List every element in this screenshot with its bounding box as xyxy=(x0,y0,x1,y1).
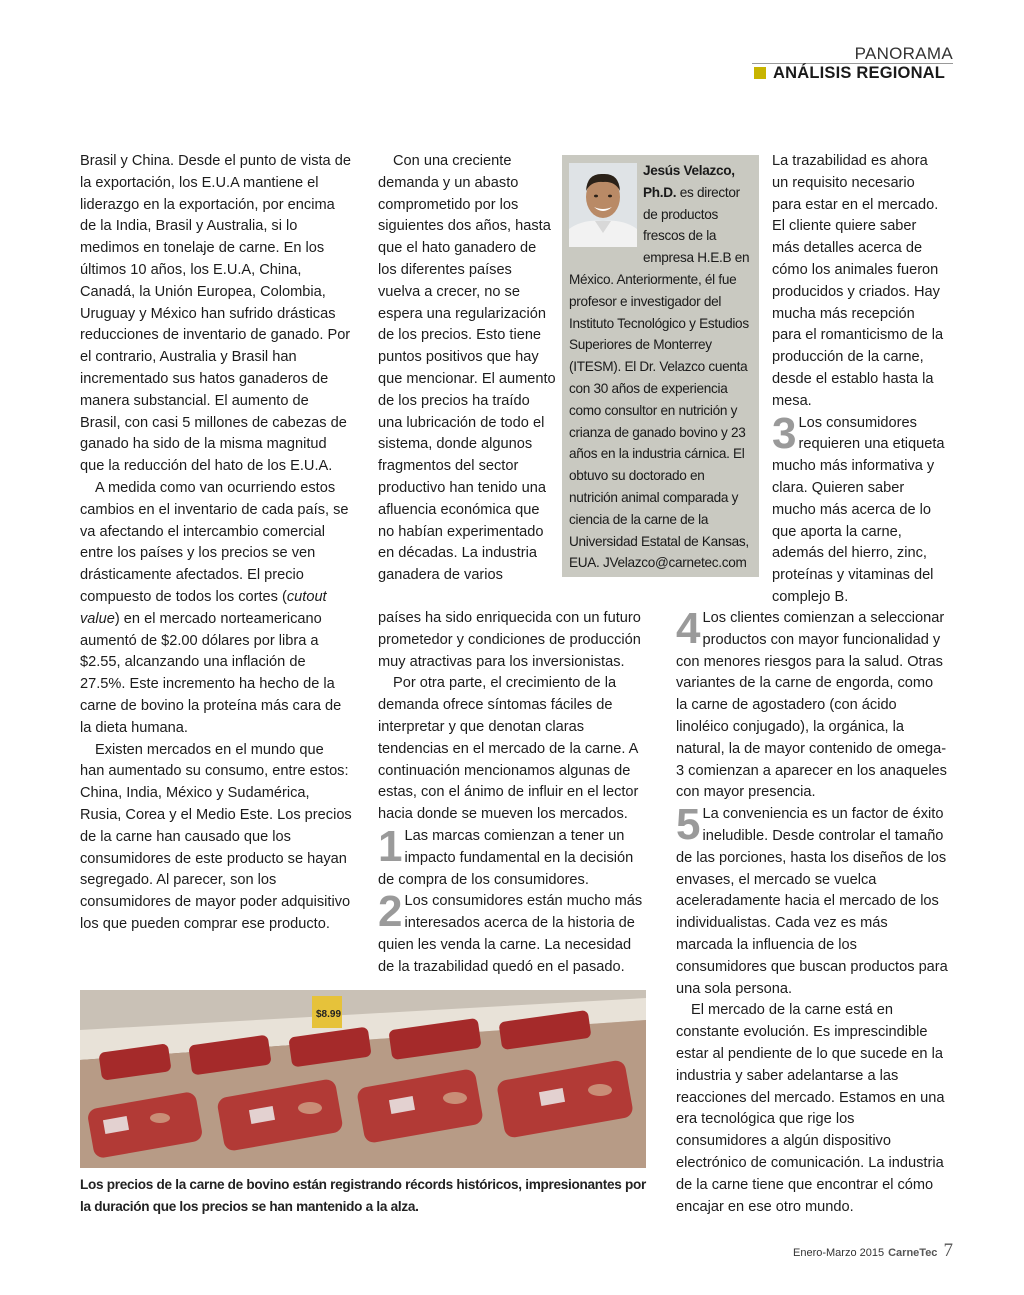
list-item: 5 La conveniencia es un factor de éxito ineludible. Desde controlar el tamaño de las porciones, hasta los diseños de los envases, el mercado se vuelca aceleradamente hacia el mercado de los individualistas. Cada vez es más marcada la influencia de los consumidores que buscan productos para una sola persona. xyxy=(676,800,948,997)
paragraph: Por otra parte, el crecimiento de la demanda ofrece síntomas fáciles de interpretar y que denotan claras tendencias en el mercado de la carne. A continuación mencionamos algunas de estas, con el ánimo de influir en el lector hacia donde se mueven los mercados. xyxy=(378,675,639,823)
list-item: 3 Los consumidores requieren una etiqueta mucho más informativa y clara. Quieren saber mucho más acerca de lo que aporta la carne, además del hierro, zinc, proteínas y vitaminas del complejo B. xyxy=(772,408,945,605)
author-bio-box xyxy=(562,155,759,577)
author-name: Jesús Velazco, Ph.D. xyxy=(643,163,735,200)
price-tag: $8.99 xyxy=(316,1009,342,1020)
item-number: 2 xyxy=(378,887,403,937)
photo-caption: Los precios de la carne de bovino están registrando récords históricos, impresionantes por la duración que los precios se han mantenido a la alza. xyxy=(80,1177,647,1214)
paragraph: Con una creciente demanda y un abasto comprometido por los siguientes dos años, hasta que el hato ganadero de los diferentes países vuelva a crecer, no se espera una regularización de los precios. Esto tiene puntos positivos que hay que mencionar. El aumento de los precios ha traído una lubricación de todo el sistema, donde algunos fragmentos del sector productivo han tenido una afluencia económica que no habían experimentado en décadas. La industria ganadera de varios xyxy=(378,153,556,584)
header-section: PANORAMA xyxy=(854,44,953,63)
paragraph: A medida como van ocurriendo estos cambios en el inventario de cada país, se va afectando el intercambio comercial entre los países y los precios se ven drásticamente afectados. El precio compuesto de todos los cortes (cutout value) en el mercado norteamericano aumentó de $2.00 dólares por libra a $2.55, alcanzando una inflación de 27.5%. Este incremento ha hecho de la carne de bovino la proteína más cara de la dieta humana. xyxy=(80,479,349,736)
list-item: 4 Los clientes comienzan a seleccionar productos con mayor funcionalidad y con menores riesgos para la salud. Otras variantes de la carne de engorda, como la carne de agostadero (con ácido linoléico conjugado), la orgánica, la natural, la de mayor contenido de omega-3 comienzan a aparecer en los anaqueles con mayor presencia. xyxy=(676,604,947,801)
paragraph: Brasil y China. Desde el punto de vista de la exportación, los E.U.A mantiene el liderazgo en la exportación, por encima de la India, Brasil y Australia, si lo medimos en tonelaje de carne. En los últimos 10 años, los E.U.A, China, Canadá, la Unión Europea, Colombia, Uruguay y México han sufrido drásticas reducciones de inventario de ganado. Por el contrario, Australia y Brasil han incrementado sus hatos ganaderos de manera substancial. El aumento de Brasil, con casi 5 millones de cabezas de ganado ha sido de la misma magnitud que la reducción del hato de los E.U.A. xyxy=(80,153,351,475)
paragraph: países ha sido enriquecida con un futuro prometedor y condiciones de producción muy atractivas para los inversionistas. xyxy=(378,610,641,670)
paragraph: El mercado de la carne está en constante evolución. Es imprescindible estar al pendiente de lo que sucede en la industria y saber adelantarse a las reacciones del mercado. Estamos en una era tecnológica que rige los consumidores a algún dispositivo electrónico de comunicación. La industria de la carne tiene que encontrar el cómo encajar en ese otro mundo. xyxy=(676,1002,945,1215)
emphasis: cutout value xyxy=(80,588,327,627)
column-4-bottom xyxy=(676,604,948,1218)
column-2-top xyxy=(378,151,558,587)
header-square-icon xyxy=(754,67,766,79)
list-item: 2 Los consumidores están mucho más interesados acerca de la historia de quien les venda la carne. La necesidad de la trazabilidad quedó en el pasado. xyxy=(378,887,643,975)
author-bio-text: es director de productos frescos de la empresa H.E.B en México. Anteriormente, él fue profesor e investigador del Instituto Tecnológico y Estudios Superiores de Monterrey (ITESM). El Dr. Velazco cuenta con 30 años de experiencia como consultor en nutrición y crianza de ganado bovino y 23 años en la industria cárnica. El obtuvo su doctorado en nutrición animal comparada y ciencia de la carne de la Universidad Estatal de Kansas, EUA. JVelazco@carnetec.com xyxy=(569,184,750,571)
magazine-name: CarneTec xyxy=(888,1247,938,1259)
item-number: 4 xyxy=(676,604,701,653)
column-2-bottom xyxy=(378,608,646,979)
author-portrait xyxy=(569,163,637,247)
list-item: 1 Las marcas comienzan a tener un impacto fundamental en la decisión de compra de los consumidores. xyxy=(378,821,634,888)
item-number: 5 xyxy=(676,800,701,850)
item-number: 1 xyxy=(378,821,403,871)
item-number: 3 xyxy=(772,408,797,458)
column-1 xyxy=(80,151,352,936)
issue-date: Enero-Marzo 2015 xyxy=(793,1247,885,1259)
paragraph: Existen mercados en el mundo que han aumentado su consumo, entre estos: China, India, México y Sudamérica, Rusia, Corea y el Medio Este. Los precios de la carne han causado que los consumidores de este producto se hayan segregado. Al parecer, son los consumidores de mayor poder adquisitivo los que pueden comprar ese producto. xyxy=(80,741,352,932)
column-4-top xyxy=(772,151,948,609)
page-footer xyxy=(793,1240,953,1262)
paragraph: La trazabilidad es ahora un requisito necesario para estar en el mercado. El cliente quiere saber más detalles acerca de cómo los animales fueron producidos y criados. Hay mucha más recepción para el romanticismo de la producción de la carne, desde el establo hasta la mesa. xyxy=(772,153,944,409)
meat-display-photo xyxy=(80,990,646,1168)
page-number: 7 xyxy=(943,1240,953,1261)
person-photo-icon xyxy=(569,163,637,247)
header-subsection: ANÁLISIS REGIONAL xyxy=(773,64,946,82)
